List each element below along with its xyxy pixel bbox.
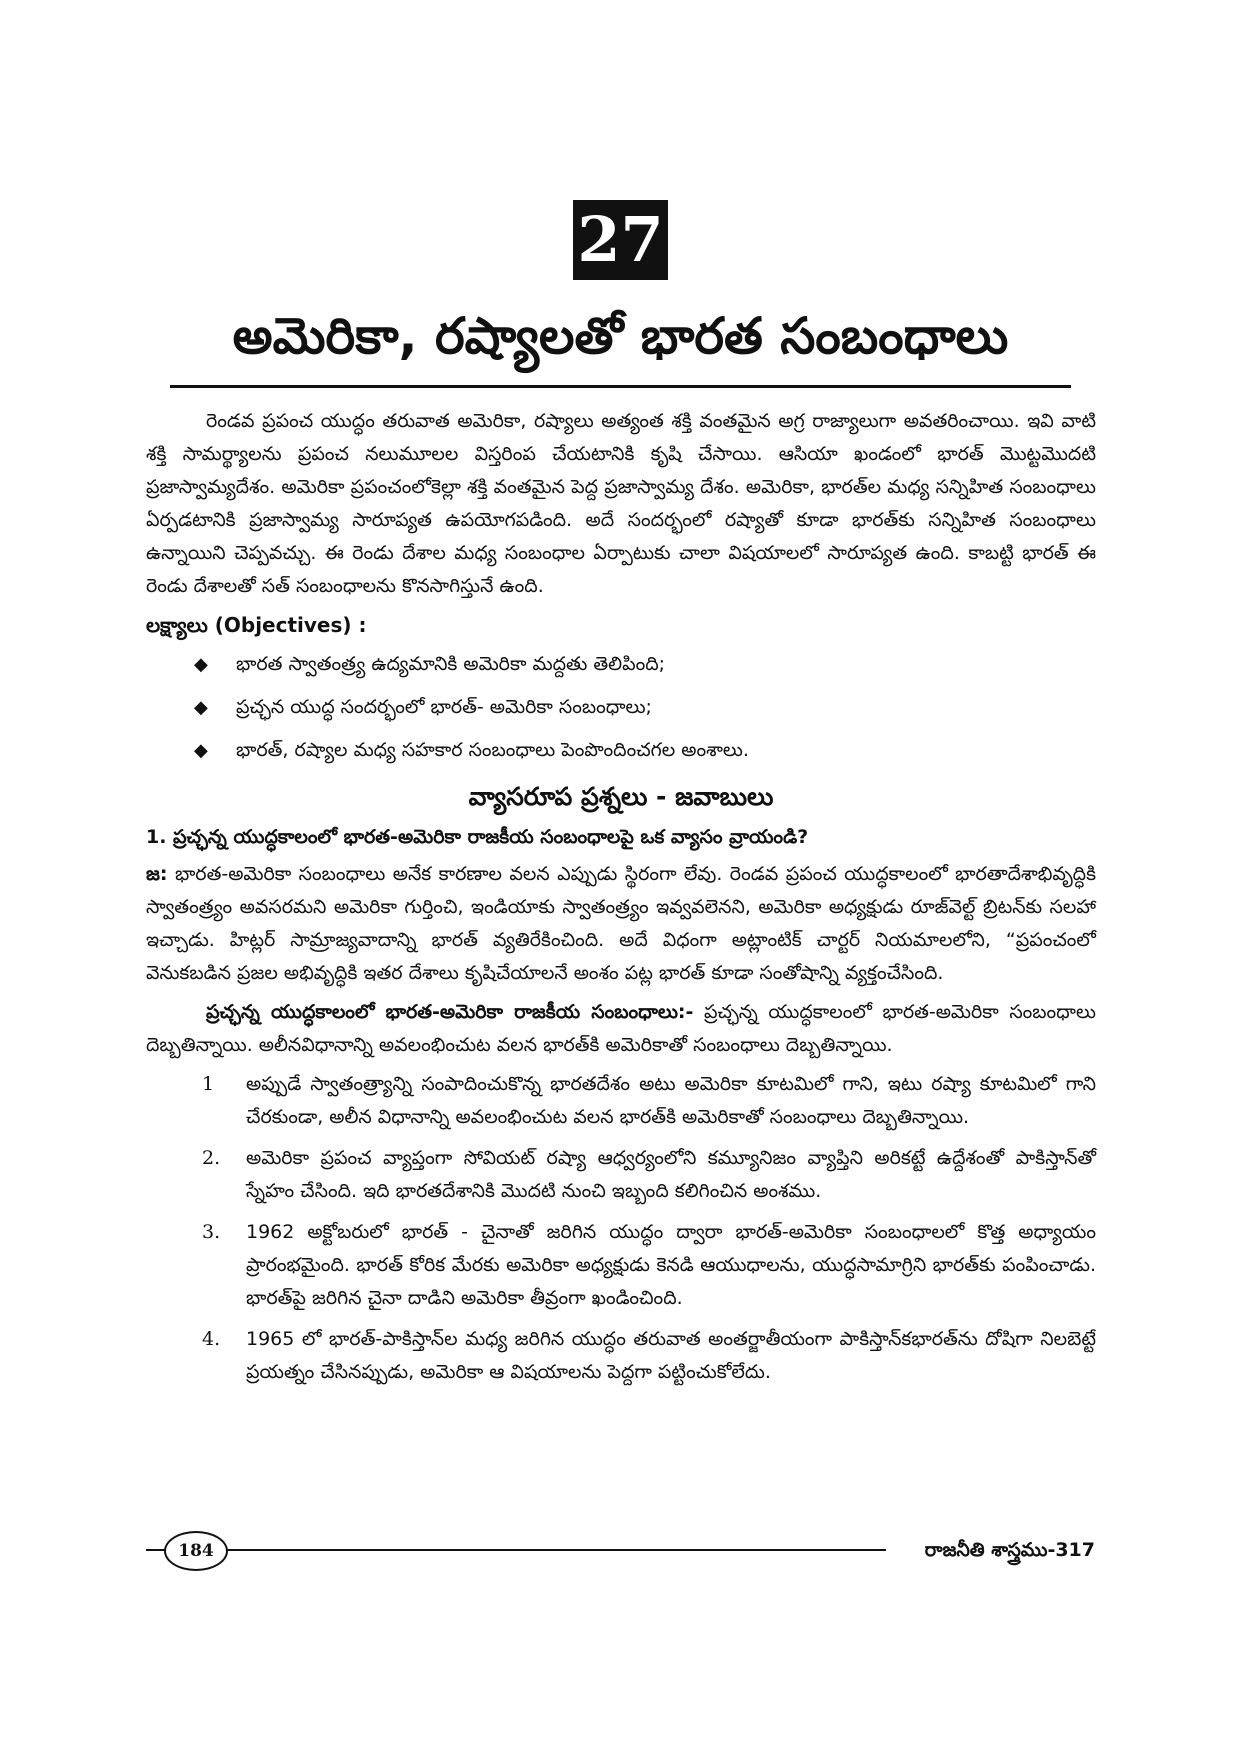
answer-text: భారత-అమెరికా సంబంధాలు అనేక కారణాల వలన ఎప్పుడు స్థిరంగా లేవు. రెండవ ప్రపంచ యుద్ధకాలంలో భారతాదేశాభివృద్ధికి స్వాతంత్ర్యం అవసరమని అమెరికా గుర్తించి, ఇండియాకు స్వాతంత్ర్యం ఇవ్వవలెనని, అమెరికా అధ్యక్షుడు రూజ్‌వెల్ట్ బ్రిటన్‌కు సలహా ఇచ్చాడు. హిట్లర్ సామ్రాజ్యవాదాన్ని భారత్ వ్యతిరేకించింది. అదే విధంగా అట్లాంటిక్ చార్టర్ నియమాలలోని, “ప్రపంచంలో వెనుకబడిన ప్రజల అభివృద్ధికి ఇతర దేశాలు కృషిచేయాలనే అంశం పట్ల భారత్ కూడా సంతోషాన్ని వ్యక్తంచేసింది. xyxy=(146,863,1096,984)
page-number: 184 xyxy=(164,1531,228,1571)
section-title: వ్యాసరూప ప్రశ్నలు - జవాబులు xyxy=(468,782,774,811)
chapter-number: 27 xyxy=(573,200,668,280)
points-list xyxy=(146,1068,1096,1389)
point-number: 1 xyxy=(202,1073,215,1095)
list-item: 4. 1965 లో భారత్-పాకిస్తాన్‌ల మధ్య జరిగిన యుద్ధం తరువాత అంతర్జాతీయంగా పాకిస్తాన్‌కభారత్‌ను దోషిగా నిలబెట్టే ప్రయత్నం చేసినప్పుడు, అమెరికా ఆ విషయాలను పెద్దగా పట్టించుకోలేదు. xyxy=(146,1323,1096,1389)
diamond-bullet-icon: ◆ xyxy=(194,740,208,761)
subsection-paragraph xyxy=(146,996,1096,1062)
list-item: 3. 1962 అక్టోబరులో భారత్ - చైనాతో జరిగిన యుద్ధం ద్వారా భారత్-అమెరికా సంబంధాలలో కొత్త అధ్యాయం ప్రారంభమైంది. భారత్ కోరిక మేరకు అమెరికా అధ్యక్షుడు కెనడి ఆయుధాలను, యుద్ధసామాగ్రిని భారత్‌కు పంపించాడు. భారత్‌పై జరిగిన చైనా దాడిని అమెరికా తీవ్రంగా ఖండించింది. xyxy=(146,1216,1096,1315)
objective-item: ◆ ప్రచ్ఛన యుద్ధ సందర్భంలో భారత్- అమెరికా సంబంధాలు; xyxy=(146,691,1096,724)
point-number: 3. xyxy=(202,1221,221,1243)
answer-prefix: జ: xyxy=(146,863,168,885)
diamond-bullet-icon: ◆ xyxy=(194,654,208,675)
objectives-heading: లక్ష్యాలు (Objectives) : xyxy=(146,613,367,637)
subsection-heading: ప్రచ్ఛన్న యుద్ధకాలంలో భారత-అమెరికా రాజకీయ సంబంధాలు:- xyxy=(206,1001,694,1023)
answer-paragraph xyxy=(146,858,1096,990)
footer-divider xyxy=(146,1549,886,1551)
question: 1. ప్రచ్ఛన్న యుద్ధకాలంలో భారత-అమెరికా రాజకీయ సంబంధాలపై ఒక వ్యాసం వ్రాయండి? xyxy=(146,826,809,848)
objective-item: ◆ భారత స్వాతంత్ర్య ఉద్యమానికి అమెరికా మద్దతు తెలిపింది; xyxy=(146,648,1096,681)
title-divider xyxy=(170,385,1071,388)
objective-item: ◆ భారత్, రష్యాల మధ్య సహకార సంబంధాలు పెంపొందించగల అంశాలు. xyxy=(146,734,1096,767)
list-item: 2. అమెరికా ప్రపంచ వ్యాప్తంగా సోవియట్ రష్యా ఆధ్వర్యంలోని కమ్యూనిజం వ్యాప్తిని అరికట్టే ఉద్దేశంతో పాకిస్తాన్‌తో స్నేహం చేసింది. ఇది భారతదేశానికి మొదటి నుంచి ఇబ్బంది కలిగించిన అంశము. xyxy=(146,1142,1096,1208)
intro-paragraph: రెండవ ప్రపంచ యుద్ధం తరువాత అమెరికా, రష్యాలు అత్యంత శక్తి వంతమైన అగ్ర రాజ్యాలుగా అవతరించాయి. ఇవి వాటి శక్తి సామర్థ్యాలను ప్రపంచ నలుమూలల విస్తరింప చేయటానికి కృషి చేసాయి. ఆసియా ఖండంలో భారత్ మొట్టమొదటి ప్రజాస్వామ్యదేశం. అమెరికా ప్రపంచంలోకెల్లా శక్తి వంతమైన పెద్ద ప్రజాస్వామ్య దేశం. అమెరికా, భారత్‌ల మధ్య సన్నిహిత సంబంధాలు ఏర్పడటానికి ప్రజాస్వామ్య సారూప్యత ఉపయోగపడింది. అదే సందర్భంలో రష్యాతో కూడా భారత్‌కు సన్నిహిత సంబంధాలు ఉన్నాయిని చెప్పవచ్చు. ఈ రెండు దేశాల మధ్య సంబంధాల ఏర్పాటుకు చాలా విషయాలలో సారూప్యత ఉంది. కాబట్టి భారత్ ఈ రెండు దేశాలతో సత్ సంబంధాలను కొనసాగిస్తునే ఉంది. xyxy=(146,410,1096,597)
diamond-bullet-icon: ◆ xyxy=(194,697,208,718)
chapter-title: అమెరికా, రష్యాలతో భారత సంబంధాలు xyxy=(232,307,1009,365)
point-number: 2. xyxy=(202,1147,221,1169)
book-title: రాజనీతి శాస్త్రము-317 xyxy=(924,1539,1095,1561)
page-content xyxy=(146,405,1096,1397)
objectives-list xyxy=(146,648,1096,767)
list-item: 1 అప్పుడే స్వాతంత్ర్యాన్ని సంపాదించుకొన్న భారతదేశం అటు అమెరికా కూటమిలో గాని, ఇటు రష్యా కూటమిలో గాని చేరకుండా, అలీన విధానాన్ని అవలంభించుట వలన భారత్‌కి అమెరికాతో సంబంధాలు దెబ్బతిన్నాయి. xyxy=(146,1068,1096,1134)
point-number: 4. xyxy=(202,1328,221,1350)
subsection-text: ప్రచ్ఛన్న యుద్ధకాలంలో భారత-అమెరికా సంబంధాలు దెబ్బతిన్నాయి. అలీనవిధానాన్ని అవలంభించుట వలన భారత్‌కి అమెరికాతో సంబంధాలు దెబ్బతిన్నాయి. xyxy=(146,1001,1096,1056)
